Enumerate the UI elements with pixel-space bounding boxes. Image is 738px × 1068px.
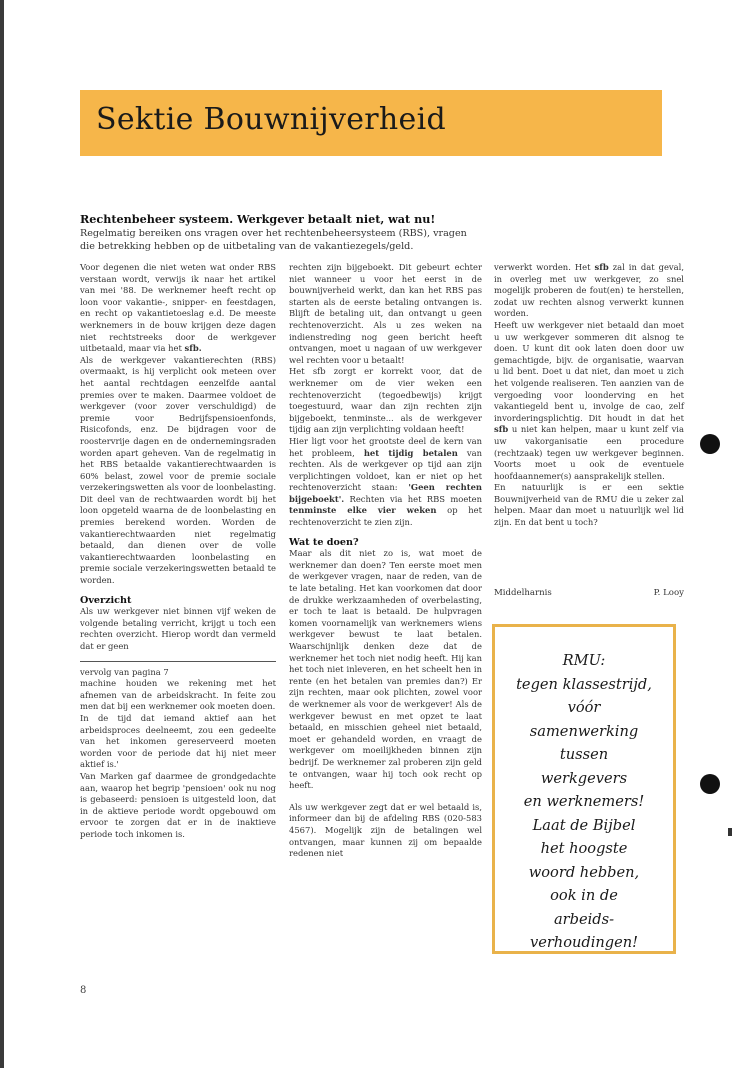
column-3: [494, 262, 684, 529]
bold-text: 'Geen rechten bijgeboekt'.: [289, 482, 483, 504]
rmu-slogan: [495, 649, 673, 955]
text: Hier ligt voor het grootste deel de kern van het probleem,: [289, 435, 482, 458]
paragraph: [494, 262, 684, 320]
scan-edge: [0, 0, 4, 1068]
slogan-line: tussen: [559, 746, 609, 763]
subheading-wat-te-doen: Wat te doen?: [289, 536, 359, 548]
column-1: [80, 262, 276, 841]
slogan-line: vóór: [567, 699, 601, 716]
paragraph: [494, 320, 684, 482]
bold-text: sfb: [494, 424, 509, 435]
paragraph: En natuurlijk is er een sektie Bouwnijverheid van de RMU die u zeker zal helpen. Maar dan moet u natuurlijk wel lid zijn. En dat bent u toch?: [494, 482, 684, 528]
text: Rechten via het RBS moeten: [349, 493, 482, 504]
punch-hole: [700, 434, 720, 454]
scan-speck: [728, 828, 732, 836]
bold-text: sfb: [594, 262, 609, 272]
slogan-line: RMU:: [562, 652, 606, 669]
paragraph: In de tijd dat iemand aktief aan het arbeidsproces deelneemt, zou een gedeelte van het inkomen gereserveerd moeten worden voor de periode dat hij niet meer aktief is.': [80, 712, 276, 770]
bold-text: tenminste elke vier weken: [289, 505, 437, 516]
paragraph: Van Marken gaf daarmee de grondgedachte aan, waarop het begrip 'pensioen' ook nu nog is gebaseerd: pensioen is uitgesteld loon, dat in de aktieve periode wordt opgebouwd om ervoor te zorgen dat er in de inaktieve periode toch inkomen is.: [80, 770, 276, 839]
paragraph: machine houden we rekening met het afnemen van de arbeidskracht. In feite zou men dat bij een werknemer ook moeten doen.: [80, 678, 276, 712]
slogan-line: verhoudingen!: [529, 934, 639, 951]
bold-text: het tijdig betalen: [363, 447, 458, 458]
paragraph: [289, 436, 482, 529]
slogan-line: Laat de Bijbel: [532, 816, 636, 834]
slogan-line: werkgevers: [540, 769, 628, 787]
paragraph: [80, 262, 276, 355]
page-number: 8: [80, 985, 87, 996]
paragraph: Het sfb zorgt er korrekt voor, dat de werknemer om de vier weken een rechtenoverzicht (tegoedbewijs) krijgt toegestuurd, waar dan zijn rechten zijn bijgeboekt, tenminste... als de werkgever tijdig aan zijn verplichting voldaan heeft!: [289, 366, 482, 435]
slogan-line: ook in de: [550, 887, 618, 904]
section-title: Sektie Bouwnijverheid: [96, 102, 446, 137]
signature-place: Middelharnis: [494, 588, 552, 598]
column-2: [289, 262, 482, 860]
slogan-line: samenwerking: [529, 722, 639, 740]
section-banner: [80, 90, 662, 156]
text: Voor degenen die niet weten wat onder RBS verstaan wordt, verwijs ik naar het artikel van mei '88. De werknemer heeft recht op loon voor vakantie-, snipper- en feestdagen, en recht op vakantietoeslag e.d. De meeste werknemers in de bouw krijgen deze dagen niet rechtstreeks door de werkgever uitbetaald, maar via het: [80, 262, 276, 354]
subheading-overzicht: Overzicht: [80, 594, 132, 606]
text: zal in dat geval, in overleg met uw werkgever, zo snel mogelijk proberen de fout(en) te herstellen, zodat uw rechten alsnog verwerkt kunnen worden.: [494, 262, 684, 319]
paragraph: rechten zijn bijgeboekt. Dit gebeurt echter niet wanneer u voor het eerst in de bouwnijverheid werkt, dan kan het RBS pas starten als de eerste betaling ontvangen is. Blijft de betaling uit, dan ontvangt u geen rechtenoverzicht. Als u zes weken na indienstreding nog geen bericht heeft ontvangen, moet u nagaan of uw werkgever wel rechten voor u betaalt!: [289, 262, 482, 365]
text: op het rechtenoverzicht te zien zijn.: [289, 505, 482, 528]
slogan-line: arbeids-: [553, 910, 615, 928]
slogan-line: tegen klassestrijd,: [516, 675, 652, 693]
signature-author: P. Looy: [653, 588, 684, 598]
divider: [80, 661, 276, 662]
slogan-line: het hoogste: [540, 840, 628, 857]
bold-text: sfb.: [184, 343, 202, 354]
article-headline: Rechtenbeheer systeem. Werkgever betaalt niet, wat nu!: [80, 212, 436, 226]
continued-label: vervolg van pagina 7: [80, 666, 169, 677]
slogan-line: en werknemers!: [523, 793, 645, 810]
text: u niet kan helpen, maar u kunt zelf via uw vakorganisatie een procedure (rechtzaak) tegen uw werkgever beginnen. Voorts moet u ook de eventuele hoofdaannemer(s) aansprakelijk stellen.: [494, 424, 684, 481]
text: van rechten. Als de werkgever op tijd aan zijn verplichtingen voldoet, kan er niet op het rechtenoverzicht staan:: [289, 447, 483, 493]
text: Heeft uw werkgever niet betaald dan moet u uw werkgever sommeren dit alsnog te doen. U kunt dit ook laten doen door uw gemachtigde, bijv. de organisatie, waarvan u lid bent. Doet u dat niet, dan moet u zich het volgende realiseren. Ten aanzien van de vergoeding voor loonderving en het vakantiegeld bent u, involge de cao, zelf invorderingsplichtig. Dit houdt in dat het: [494, 319, 684, 423]
paragraph: Maar als dit niet zo is, wat moet de werknemer dan doen? Ten eerste moet men de werkgever vragen, naar de reden, van de te late betaling. Het kan voorkomen dat door de drukke werkzaamheden of overbelasting, er toch te laat is betaald. De hulpvragen komen voornamelijk van werknemers wiens werkgever bewust te laat betalen. Waarschijnlijk denken deze dat de werknemer het toch niet nodig heeft. Hij kan het toch niet inleveren, en het scheelt hen in rente (en het betalen van premies dan?) Er zijn rechten, maar ook plichten, zowel voor de werknemer als voor de werkgever! Als de werkgever bewust en met opzet te laat betaald, en misschien geheel niet betaald, moet er gehandeld worden, en vraagt de werkgever om moeilijkheden binnen zijn bedrijf. De werknemer zal proberen zijn geld te ontvangen, waar hij toch ook recht op heeft.: [289, 548, 482, 791]
text: verwerkt worden. Het: [494, 262, 591, 272]
article-intro: Regelmatig bereiken ons vragen over het rechtenbeheersysteem (RBS), vragen die betrekking hebben op de uitbetaling van de vakantiezegels/geld.: [80, 228, 467, 252]
paragraph: Als de werkgever vakantierechten (RBS) overmaakt, is hij verplicht ook meteen over het aantal rechtdagen eenzelfde aantal premies over te maken. Daarmee voldoet de werkgever (voor zover verschuldigd) de premie voor Bedrijfspensioenfonds, Risicofonds, enz. De bijdragen voor de roostervrije dagen en de ondernemingsraden worden apart geheven. Van de regelmatig in het RBS betaalde vakantierechtwaarden is 60% belast, zowel voor de premie sociale verzekeringswetten als voor de loonbelasting. Dit deel van de rechtwaarden wordt bij het loon opgeteld waarna de de loonbelasting en premies berekend worden. Worden de vakantierechtwaarden niet regelmatig betaald, dan dienen over de volle vakantierechtwaarden loonbelasting en premie sociale verzekeringswetten betaald te worden.: [80, 354, 276, 586]
paragraph: Als uw werkgever niet binnen vijf weken de volgende betaling verricht, krijgt u toch een rechten overzicht. Hierop wordt dan vermeld dat er geen: [80, 606, 276, 651]
rmu-slogan-box: [492, 624, 676, 954]
slogan-line: woord hebben,: [528, 863, 640, 881]
paragraph: Als uw werkgever zegt dat er wel betaald is, informeer dan bij de afdeling RBS (020-583 4567). Mogelijk zijn de betalingen wel ontvangen, maar kunnen zij om bepaalde redenen niet: [289, 801, 482, 859]
punch-hole: [700, 774, 720, 794]
